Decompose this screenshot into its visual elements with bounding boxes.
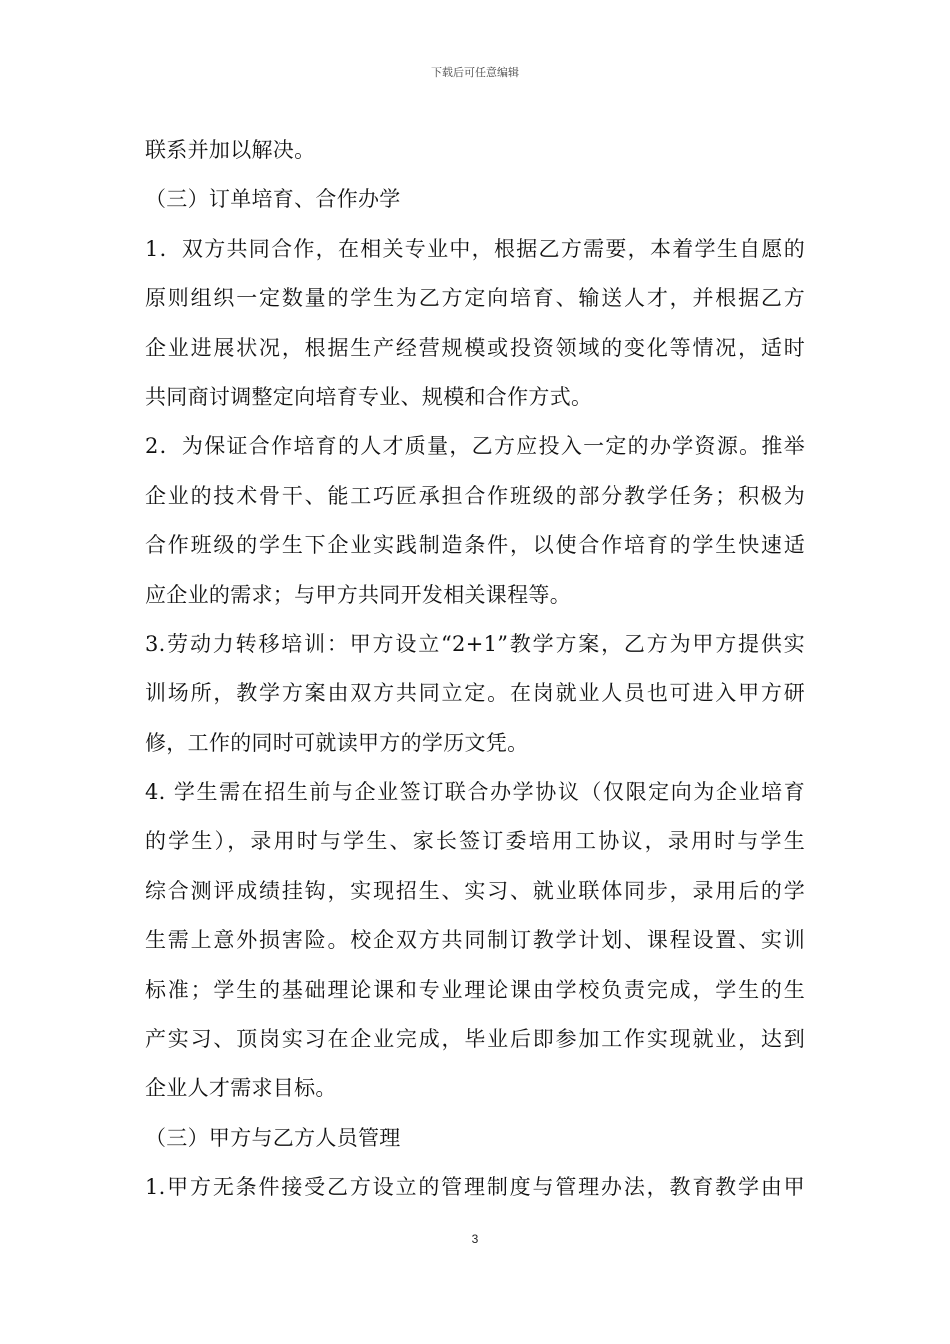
text-line: 共同商讨调整定向培育专业、规模和合作方式。 — [145, 384, 593, 409]
text-line: 训场所，教学方案由双方共同立定。在岗就业人员也可进入甲方研 — [145, 681, 805, 706]
text-line: 原则组织一定数量的学生为乙方定向培育、输送人才，并根据乙方 — [145, 286, 805, 311]
text-line: 修，工作的同时可就读甲方的学历文凭。 — [145, 730, 529, 755]
text-line: 合作班级的学生下企业实践制造条件，以使合作培育的学生快速适 — [145, 533, 805, 558]
page-number: 3 — [471, 1232, 479, 1246]
page-header-note: 下载后可任意编辑 — [431, 66, 519, 79]
text-line: 应企业的需求；与甲方共同开发相关课程等。 — [145, 582, 571, 607]
text-line: 综合测评成绩挂钩，实现招生、实习、就业联体同步，录用后的学 — [145, 878, 805, 903]
text-line: 的学生），录用时与学生、家长签订委培用工协议，录用时与学生 — [145, 829, 805, 854]
section-heading: （三）订单培育、合作办学 — [145, 187, 401, 212]
text-line: 1．双方共同合作，在相关专业中，根据乙方需要，本着学生自愿的 — [145, 236, 805, 261]
text-line: 1.甲方无条件接受乙方设立的管理制度与管理办法，教育教学由甲 — [145, 1175, 805, 1200]
section-heading: （三）甲方与乙方人员管理 — [145, 1125, 401, 1150]
text-line: 企业进展状况，根据生产经营规模或投资领域的变化等情况，适时 — [145, 335, 805, 360]
document-body — [145, 131, 805, 1218]
text-line: 企业的技术骨干、能工巧匠承担合作班级的部分教学任务；积极为 — [145, 483, 805, 508]
text-line: 3.劳动力转移培训：甲方设立“2+1”教学方案，乙方为甲方提供实 — [145, 631, 805, 656]
text-line: 标准；学生的基础理论课和专业理论课由学校负责完成，学生的生 — [145, 977, 805, 1002]
text-line: 生需上意外损害险。校企双方共同制订教学计划、课程设置、实训 — [145, 928, 805, 953]
text-line: 产实习、顶岗实习在企业完成，毕业后即参加工作实现就业，达到 — [145, 1027, 805, 1052]
text-line: 4. 学生需在招生前与企业签订联合办学协议（仅限定向为企业培育 — [145, 780, 805, 805]
text-line: 联系并加以解决。 — [145, 138, 316, 162]
text-line: 企业人才需求目标。 — [145, 1076, 337, 1101]
text-line: 2．为保证合作培育的人才质量，乙方应投入一定的办学资源。推举 — [145, 434, 805, 459]
